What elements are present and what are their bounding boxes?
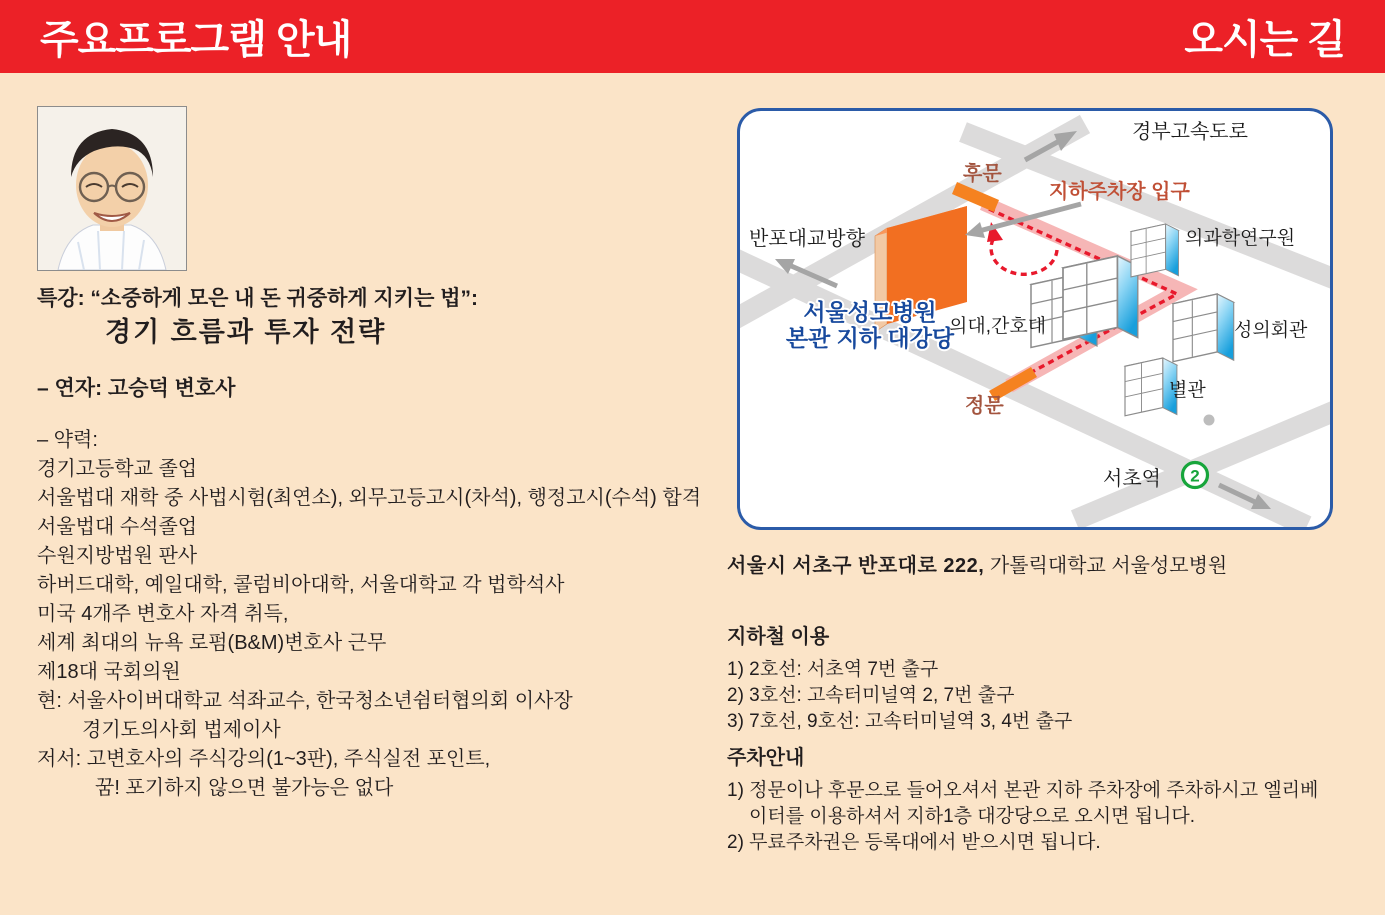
- address-bold: 서울시 서초구 반포대로 222,: [727, 555, 985, 577]
- bio-line: 경기고등학교 졸업: [37, 458, 198, 480]
- header-band: [0, 0, 1385, 73]
- songui-hall-label: 성의회관: [1234, 320, 1308, 341]
- campus-map: [737, 108, 1333, 530]
- back-gate-label: 후문: [963, 163, 1002, 185]
- parking-info: [727, 741, 1318, 856]
- address-line: [727, 549, 1227, 578]
- research-center-label: 의과학연구원: [1185, 228, 1296, 249]
- bio-line: 세계 최대의 뉴욕 로펌(B&M)변호사 근무: [37, 632, 387, 654]
- parking-item: 1) 정문이나 후문으로 들어오셔서 본관 지하 주차장에 주차하시고 엘리베: [727, 780, 1319, 801]
- bio-line: 서울법대 재학 중 사법시험(최연소), 외무고등고시(차석), 행정고시(수석) 합격: [37, 487, 702, 509]
- front-gate-label: 정문: [965, 395, 1004, 417]
- parking-item: 2) 무료주차권은 등록대에서 받으시면 됩니다.: [727, 832, 1101, 853]
- subway-list: [727, 657, 1072, 735]
- speaker-line: – 연자: 고승덕 변호사: [37, 377, 236, 400]
- bio-line: 수원지방법원 판사: [37, 545, 198, 567]
- subway-item: 2) 3호선: 고속터미널역 2, 7번 출구: [727, 685, 1015, 706]
- subway-item: 3) 7호선, 9호선: 고속터미널역 3, 4번 출구: [727, 711, 1073, 732]
- parking-entrance-label: 지하주차장 입구: [1049, 181, 1190, 203]
- bio-line: 서울법대 수석졸업: [37, 516, 198, 538]
- lecture-heading: [37, 282, 478, 312]
- subway-item: 1) 2호선: 서초역 7번 출구: [727, 659, 939, 680]
- subway-heading: 지하철 이용: [727, 626, 830, 648]
- lecture-title: 경기 흐름과 투자 전략: [105, 317, 387, 347]
- directions-map: [737, 108, 1333, 530]
- banpo-direction-label: 반포대교방향: [749, 228, 865, 250]
- bio-line: 미국 4개주 변호사 자격 취득,: [37, 603, 289, 625]
- bio-line: 꿈! 포기하지 않으면 불가능은 없다: [95, 777, 394, 799]
- map-dot: [1204, 415, 1215, 426]
- subway-info: [727, 620, 1072, 735]
- bio-line: – 약력:: [37, 429, 98, 451]
- highway-label: 경부고속도로: [1132, 121, 1248, 143]
- bio-line: 현: 서울사이버대학교 석좌교수, 한국청소년쉼터협의회 이사장: [37, 690, 573, 712]
- speaker-photo: [37, 106, 187, 271]
- parking-item: 이터를 이용하셔서 지하1층 대강당으로 오시면 됩니다.: [749, 806, 1196, 827]
- hospital-label-line2: 본관 지하 대강당: [785, 325, 955, 351]
- lecture-quote: “소중하게 모은 내 돈 귀중하게 지키는 법”:: [90, 287, 478, 310]
- subway-line2-badge: [1183, 463, 1208, 488]
- address-rest: 가톨릭대학교 서울성모병원: [984, 555, 1228, 577]
- biography-list: [37, 426, 701, 803]
- songui-hall-building: [1173, 294, 1234, 362]
- research-center-building: [1131, 224, 1179, 277]
- parking-list: [727, 778, 1318, 856]
- page-title-right: 오시는 길: [1184, 18, 1345, 62]
- med-college-label: 의대,간호대: [949, 316, 1047, 337]
- bio-line: 저서: 고변호사의 주식강의(1~3판), 주식실전 포인트,: [37, 748, 491, 770]
- med-college-building-right: [1063, 256, 1138, 339]
- bio-line: 경기도의사회 법제이사: [82, 719, 281, 741]
- lecture-label: 특강:: [37, 287, 85, 310]
- speaker-portrait-illustration: [38, 107, 186, 270]
- bio-line: 제18대 국회의원: [37, 661, 181, 683]
- bio-line: 하버드대학, 예일대학, 콜럼비아대학, 서울대학교 각 법학석사: [37, 574, 565, 596]
- parking-heading: 주차안내: [727, 747, 805, 769]
- subway-line2-number: 2: [1190, 466, 1200, 486]
- page-title-left: 주요프로그램 안내: [40, 18, 352, 62]
- hospital-label-line1: 서울성모병원: [803, 299, 937, 325]
- station-label: 서초역: [1103, 468, 1161, 490]
- annex-label: 별관: [1169, 380, 1206, 401]
